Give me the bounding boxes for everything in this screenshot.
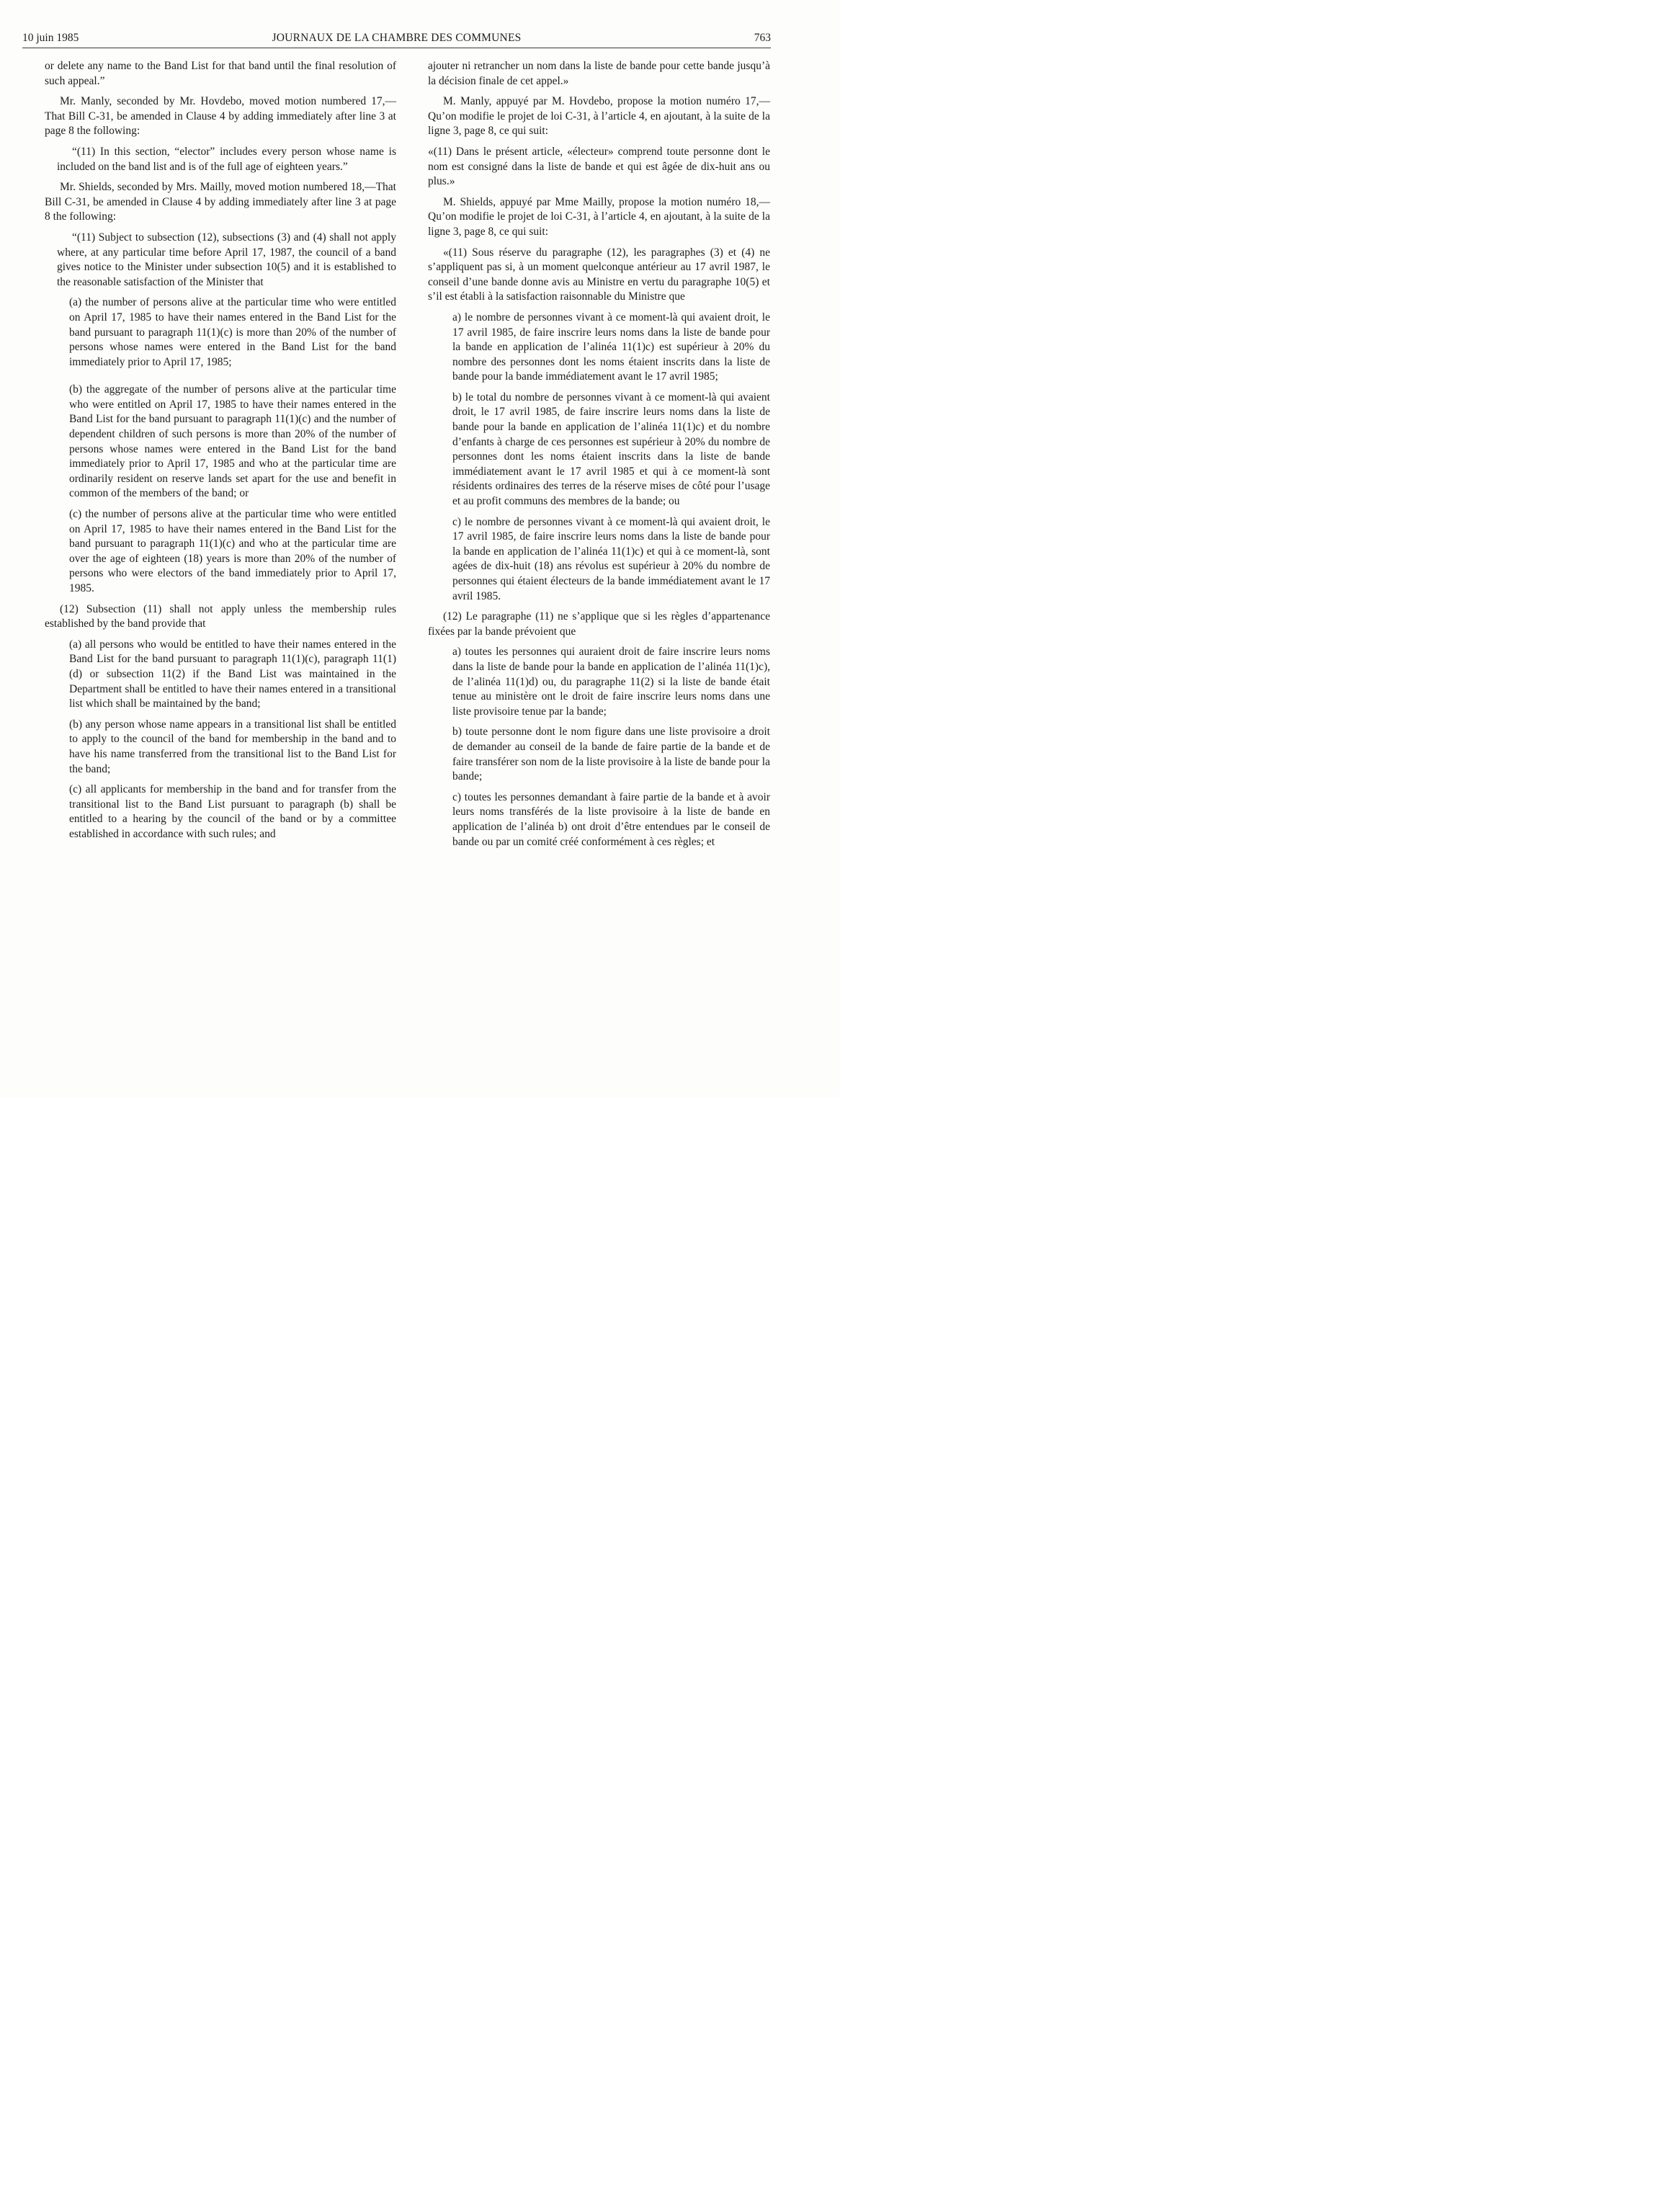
paragraph: Mr. Shields, seconded by Mrs. Mailly, moved motion numbered 18,—That Bill C-31, be amended in Clause 4 by adding immediately after line 3 at page 8 the following: [45, 181, 396, 223]
paragraph: (12) Le paragraphe (11) ne s’applique que si les règles d’appartenance fixées par la bande prévoient que [428, 610, 770, 638]
paragraph: «(11) Dans le présent article, «électeur» comprend toute personne dont le nom est consigné dans la liste de bande et qui est âgée de dix-huit ans ou plus.» [428, 145, 770, 188]
paragraph: “(11) Subject to subsection (12), subsections (3) and (4) shall not apply where, at any particular time before April 17, 1987, the council of a band gives notice to the Minister under subsection 10(5) and it is established to the reasonable satisfaction of the Minister that [57, 231, 396, 288]
paragraph: c) le nombre de personnes vivant à ce moment-là qui avaient droit, le 17 avril 1985, de faire inscrire leurs noms dans la liste de bande pour la bande en application de l’alinéa 11(1)c) et qui à ce moment-là, sont agées de dix-huit (18) ans révolus est supérieur à 20% du nombre de personnes qui étaient électeurs de la bande immédiatement avant le 17 avril 1985. [452, 515, 770, 602]
paragraph: «(11) Sous réserve du paragraphe (12), les paragraphes (3) et (4) ne s’appliquent pas si, à un moment quelconque antérieur au 17 avril 1987, le conseil d’une bande donne avis au Ministre en vertu du paragraphe 10(5) et s’il est établi à la satisfaction raisonnable du Ministre que [428, 246, 770, 303]
paragraph: M. Manly, appuyé par M. Hovdebo, propose la motion numéro 17,—Qu’on modifie le projet de loi C-31, à l’article 4, en ajoutant, à la suite de la ligne 3, page 8, ce qui suit: [428, 95, 770, 138]
paragraph: c) toutes les personnes demandant à faire partie de la bande et à avoir leurs noms transférés de la liste provisoire à la liste de bande en application de l’alinéa b) ont droit d’être entendues par le conseil de bande ou par un comité créé conformément à ces règles; et [452, 790, 770, 848]
paragraph: ajouter ni retrancher un nom dans la liste de bande pour cette bande jusqu’à la décision finale de cet appel.» [428, 60, 770, 87]
paragraph: (b) the aggregate of the number of persons alive at the particular time who were entitled on April 17, 1985 to have their names entered in the Band List for the band pursuant to paragraph 11(1)(c) and the number of dependent children of such persons is more than 20% of the number of persons whose names were entered in the Band List for the band immediately prior to April 17, 1985 and who at the particular time are ordinarily resident on reserve lands set apart for the use and benefit in common of the members of the band; or [69, 383, 396, 500]
header-date: 10 juin 1985 [22, 32, 79, 44]
paragraph: Mr. Manly, seconded by Mr. Hovdebo, moved motion numbered 17,—That Bill C-31, be amended in Clause 4 by adding immediately after line 3 at page 8 the following: [45, 95, 396, 138]
header-title: JOURNAUX DE LA CHAMBRE DES COMMUNES [272, 32, 522, 44]
paragraph: (c) all applicants for membership in the band and for transfer from the transitional list to the Band List pursuant to paragraph (b) shall be entitled to a hearing by the council of the band or by a committee established in accordance with such rules; and [69, 783, 396, 840]
paragraph: (c) the number of persons alive at the particular time who were entitled on April 17, 1985 to have their names entered in the Band List for the band pursuant to paragraph 11(1)(c) and who at the particular time are over the age of eighteen (18) years is more than 20% of the number of persons who were electors of the band immediately prior to April 17, 1985. [69, 508, 396, 594]
page-header [22, 32, 771, 49]
english-column [45, 59, 396, 848]
paragraph: b) le total du nombre de personnes vivant à ce moment-là qui avaient droit, le 17 avril 1985, de faire inscrire leurs noms dans la liste de bande pour la bande en application de l’alinéa 11(1)c) et du nombre d’enfants à charge de ces personnes est supérieur à 20% du nombre de personnes dont les noms étaient inscrits dans la liste de bande immédiatement avant le 17 avril 1985 et qui à ce moment-là sont résidents ordinaires des terres de la réserve mises de côté pour l’usage et au profit communs des membres de la bande; ou [452, 391, 770, 508]
paragraph: a) toutes les personnes qui auraient droit de faire inscrire leurs noms dans la liste de bande pour la bande en application de l’alinéa 11(1)c), de l’alinéa 11(1)d) ou, du paragraphe 11(2) si la liste de bande était tenue au ministère ont le droit de faire inscrire leurs noms dans une liste provisoire tenue par la bande; [452, 646, 770, 718]
paragraph: (12) Subsection (11) shall not apply unless the membership rules established by the band provide that [45, 602, 396, 630]
paragraph: (a) the number of persons alive at the particular time who were entitled on April 17, 1985 to have their names entered in the Band List for the band pursuant to paragraph 11(1)(c) is more than 20% of the number of persons whose names were entered in the Band List for the band immediately prior to April 17, 1985; [69, 296, 396, 368]
paragraph: M. Shields, appuyé par Mme Mailly, propose la motion numéro 18,—Qu’on modifie le projet de loi C-31, à l’article 4, en ajoutant, à la suite de la ligne 3, page 8, ce qui suit: [428, 195, 770, 238]
paragraph: or delete any name to the Band List for that band until the final resolution of such appeal.” [45, 60, 396, 87]
paragraph: a) le nombre de personnes vivant à ce moment-là qui avaient droit, le 17 avril 1985, de faire inscrire leurs noms dans la liste de bande pour la bande en application de l’alinéa 11(1)c) est supérieur à 20% du nombre des personnes dont les noms étaient inscrits dans la liste de bande pour la bande immédiatement avant le 17 avril 1985; [452, 311, 770, 383]
paragraph: (a) all persons who would be entitled to have their names entered in the Band List for the band pursuant to paragraph 11(1)(c), paragraph 11(1)(d) or subsection 11(2) if the Band List was maintained in the Department shall be entitled to have their names entered in a transitional list which shall be maintained by the band; [69, 638, 396, 710]
paragraph: (b) any person whose name appears in a transitional list shall be entitled to apply to the council of the band for membership in the band and to have his name transferred from the transitional list to the Band List for the band; [69, 718, 396, 775]
french-column [428, 59, 770, 855]
header-page-number: 763 [754, 32, 771, 44]
paragraph: b) toute personne dont le nom figure dans une liste provisoire a droit de demander au conseil de la bande de faire partie de la bande et de faire transférer son nom de la liste provisoire à la liste de bande pour la bande; [452, 726, 770, 783]
paragraph: “(11) In this section, “elector” includes every person whose name is included on the band list and is of the full age of eighteen years.” [57, 145, 396, 173]
journal-page [0, 0, 840, 1097]
